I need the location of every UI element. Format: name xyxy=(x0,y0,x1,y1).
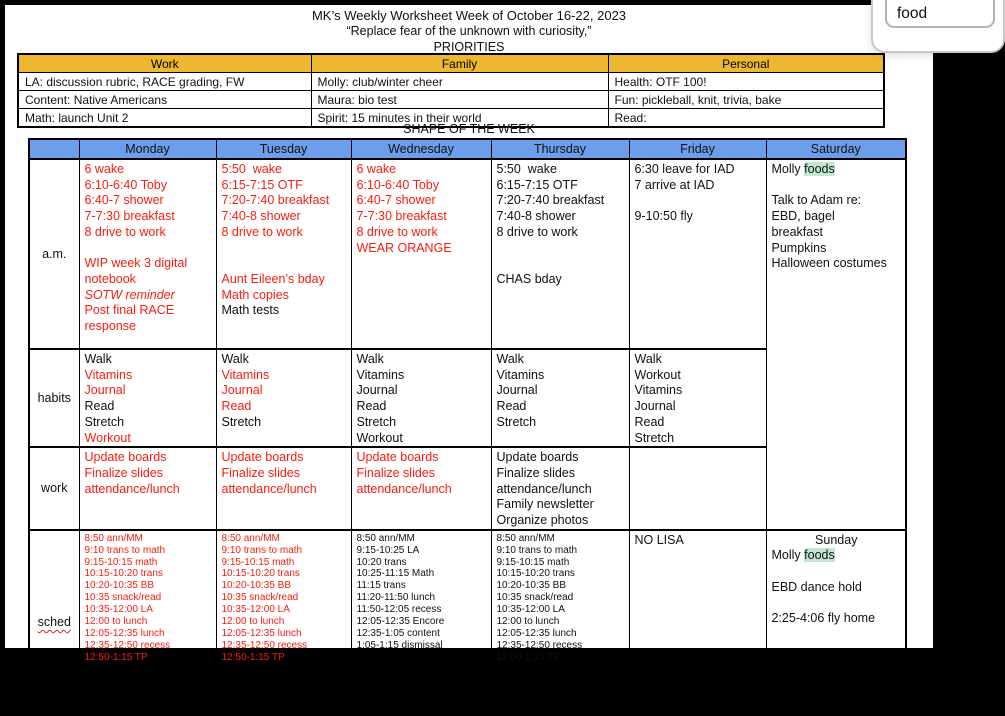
text-line: breakfast xyxy=(771,224,823,239)
text-line: 9:10 trans to math xyxy=(221,544,303,556)
text-line: 12:35-12:50 recess xyxy=(84,639,171,651)
text-line: CHAS bday xyxy=(496,271,562,286)
text-line: Organize photos xyxy=(496,513,589,528)
text-line xyxy=(497,256,625,272)
text-line: 9-10:50 fly xyxy=(634,209,693,224)
text-line: Pumpkins xyxy=(771,240,827,255)
habits-monday-cell xyxy=(79,349,216,447)
corner-cell xyxy=(29,139,79,159)
text-line: 10:35-12:00 LA xyxy=(84,604,153,616)
text-line: WIP week 3 digital notebook xyxy=(84,256,191,286)
row-label-habits: habits xyxy=(29,349,79,447)
text-line: 12:00 to lunch xyxy=(496,616,560,628)
text-line xyxy=(222,241,347,257)
text-line: Stretch xyxy=(84,414,125,429)
work-friday-cell xyxy=(629,447,766,530)
text-line xyxy=(772,596,902,612)
text-line: Molly foods xyxy=(771,162,835,176)
day-header-friday: Friday xyxy=(629,139,766,159)
text-line: 1:05-1:15 dismissal xyxy=(356,639,443,651)
text-line: 10:35 snack/read xyxy=(84,592,162,604)
text-line: Post final RACE response xyxy=(84,303,178,334)
text-line: Read xyxy=(634,414,665,429)
text-line: attendance/lunch xyxy=(221,481,317,496)
text-line: 5:50 wake xyxy=(496,162,557,176)
priority-cell: Spirit: 15 minutes in their world xyxy=(311,109,608,128)
shape-of-week-table xyxy=(28,138,907,716)
text-line: 8:50 ann/MM xyxy=(496,532,555,544)
text-line: EBD, bagel xyxy=(771,209,835,224)
text-line: 12:50-1:15 TP xyxy=(221,651,285,663)
text-line: 6 wake xyxy=(84,162,125,176)
text-line: Talk to Adam re: xyxy=(771,193,862,208)
text-line: 7:20-7:40 breakfast xyxy=(221,193,330,208)
shape-of-week-heading: SHAPE OF THE WEEK xyxy=(403,122,535,136)
text-line: 12:35-1:05 content xyxy=(356,627,440,639)
text-line: 6:10-6:40 Toby xyxy=(356,177,439,192)
text-line: 10:15-10:20 trans xyxy=(221,568,300,580)
priorities-header-personal: Personal xyxy=(608,54,884,73)
text-line: 10:20-10:35 BB xyxy=(221,580,291,592)
text-line: EBD dance hold xyxy=(771,579,862,594)
work-wednesday-cell xyxy=(351,447,491,530)
text-line: Family newsletter xyxy=(496,497,594,512)
priority-cell: LA: discussion rubric, RACE grading, FW xyxy=(18,73,311,91)
day-header-wednesday: Wednesday xyxy=(351,139,491,159)
text-line: Workout xyxy=(84,430,131,445)
text-line: 6 wake xyxy=(356,162,397,176)
text-line: 12:50-1:15 TP xyxy=(496,651,560,663)
priorities-row-1 xyxy=(18,73,884,91)
text-line: Update boards xyxy=(356,450,439,465)
text-line: Math copies xyxy=(221,287,289,302)
text-line: Journal xyxy=(496,383,538,398)
find-search-text: food xyxy=(897,5,928,22)
text-line: Update boards xyxy=(84,450,167,465)
text-line: 7 arrive at IAD xyxy=(634,177,715,192)
work-tuesday-cell xyxy=(216,447,351,530)
sched-saturday-cell xyxy=(766,530,906,715)
text-line: 11:50-12:05 recess xyxy=(356,604,442,616)
habits-friday-cell xyxy=(629,349,766,447)
text-line: 11:15 trans xyxy=(356,580,406,592)
text-line xyxy=(85,241,212,257)
text-line: Walk xyxy=(356,352,384,366)
text-line: NO LISA xyxy=(634,532,684,547)
text-line: 7-7:30 breakfast xyxy=(356,209,447,224)
text-line: 8:50 ann/MM xyxy=(221,532,280,544)
text-line: Workout xyxy=(356,430,403,445)
page-title: MK’s Weekly Worksheet Week of October 16-22, 2023 xyxy=(311,8,627,23)
text-line: 12:05-12:35 lunch xyxy=(221,627,302,639)
text-line: Workout xyxy=(634,367,681,382)
text-line: Finalize slides xyxy=(84,465,164,480)
day-header-thursday: Thursday xyxy=(491,139,629,159)
text-line: 10:20 trans xyxy=(356,556,407,568)
text-line: Vitamins xyxy=(356,367,405,382)
am-thursday-cell xyxy=(491,159,629,349)
text-line: Read xyxy=(356,399,387,414)
am-row xyxy=(29,159,906,349)
text-line: Stretch xyxy=(634,430,675,445)
worksheet-page xyxy=(5,5,933,663)
row-label-am: a.m. xyxy=(29,159,79,349)
text-line: 9:10 trans to math xyxy=(496,544,578,556)
text-line: 10:20-10:35 BB xyxy=(84,580,154,592)
text-line: 8 drive to work xyxy=(356,224,438,239)
text-line: 2:25-4:06 fly home xyxy=(771,611,876,626)
text-line: Read xyxy=(221,399,252,414)
priorities-table xyxy=(17,53,885,128)
am-tuesday-cell xyxy=(216,159,351,349)
text-line: Finalize slides xyxy=(356,465,436,480)
text-line: Walk xyxy=(221,352,249,366)
text-line: Update boards xyxy=(221,450,304,465)
text-line: 6:15-7:15 OTF xyxy=(496,177,578,192)
priorities-header-row xyxy=(18,54,884,73)
text-line: Vitamins xyxy=(221,367,270,382)
text-line: 10:20-10:35 BB xyxy=(496,580,566,592)
text-line: 12:35-12:50 recess xyxy=(496,639,583,651)
text-line: 6:40-7 shower xyxy=(84,193,164,208)
text-line: 9:10 trans to math xyxy=(84,544,166,556)
text-line: 6:30 leave for IAD xyxy=(634,162,735,176)
text-line: 11:20-11:50 lunch xyxy=(356,592,436,604)
habits-thursday-cell xyxy=(491,349,629,447)
text-line: 10:35-12:00 LA xyxy=(221,604,290,616)
priority-cell: Maura: bio test xyxy=(311,91,608,109)
text-line xyxy=(497,241,625,257)
row-label-sched xyxy=(29,530,79,715)
text-line xyxy=(772,178,902,194)
text-line xyxy=(772,564,902,580)
text-line: 8:50 ann/MM xyxy=(356,532,415,544)
text-line: attendance/lunch xyxy=(356,481,452,496)
priority-cell: Health: OTF 100! xyxy=(608,73,884,91)
text-line: 12:50-1:15 TP xyxy=(84,651,148,663)
priorities-row-2 xyxy=(18,91,884,109)
priorities-header-family: Family xyxy=(311,54,608,73)
saturday-notes-cell xyxy=(766,159,906,530)
priority-cell: Molly: club/winter cheer xyxy=(311,73,608,91)
text-line: Finalize slides xyxy=(496,465,576,480)
text-line: Math tests xyxy=(221,303,280,318)
text-line: 6:40-7 shower xyxy=(356,193,436,208)
text-line: Vitamins xyxy=(634,383,683,398)
text-line: 12:00 to lunch xyxy=(84,616,148,628)
am-friday-cell xyxy=(629,159,766,349)
text-line: 7:40-8 shower xyxy=(221,209,301,224)
text-line: Journal xyxy=(84,383,126,398)
text-line: 9:15-10:25 LA xyxy=(356,544,420,556)
row-label-work: work xyxy=(29,447,79,530)
text-line: 10:35 snack/read xyxy=(496,592,574,604)
find-popup xyxy=(871,0,1005,53)
am-monday-cell xyxy=(79,159,216,349)
am-wednesday-cell xyxy=(351,159,491,349)
text-line xyxy=(222,256,347,272)
sched-wednesday-cell xyxy=(351,530,491,715)
text-line: Update boards xyxy=(496,450,579,465)
text-line: 5:50 wake xyxy=(221,162,282,176)
text-line: Halloween costumes xyxy=(771,256,887,271)
text-line: 12:05-12:35 lunch xyxy=(84,627,165,639)
text-line: SOTW reminder xyxy=(84,287,175,302)
find-search-field[interactable] xyxy=(885,0,995,28)
text-line xyxy=(635,193,762,209)
text-line: Stretch xyxy=(496,414,537,429)
day-header-tuesday: Tuesday xyxy=(216,139,351,159)
sched-friday-cell xyxy=(629,530,766,715)
highlighted-text: foods xyxy=(804,548,835,563)
sched-row xyxy=(29,530,906,715)
day-header-monday: Monday xyxy=(79,139,216,159)
text-line: 7:40-8 shower xyxy=(496,209,576,224)
text-line: 7:20-7:40 breakfast xyxy=(496,193,605,208)
text-line: attendance/lunch xyxy=(84,481,180,496)
text-line: 8 drive to work xyxy=(84,224,166,239)
sched-label-text: sched xyxy=(37,615,71,630)
priority-cell: Read: xyxy=(608,109,884,128)
work-thursday-cell xyxy=(491,447,629,530)
text-line: 9:15-10:15 math xyxy=(496,556,570,568)
text-line: 12:05-12:35 Encore xyxy=(356,616,445,628)
text-line: 8:50 ann/MM xyxy=(84,532,143,544)
priorities-header-work: Work xyxy=(18,54,311,73)
text-line: Walk xyxy=(634,352,662,366)
text-line: 12:35-12:50 recess xyxy=(221,639,308,651)
text-line: Walk xyxy=(84,352,112,366)
text-line: 8 drive to work xyxy=(496,224,578,239)
text-line: 10:35-12:00 LA xyxy=(496,604,565,616)
priority-cell: Content: Native Americans xyxy=(18,91,311,109)
sched-tuesday-cell xyxy=(216,530,351,715)
day-header-saturday: Saturday xyxy=(766,139,906,159)
text-line: Molly foods xyxy=(771,548,835,563)
text-line: Finalize slides xyxy=(221,465,301,480)
text-line: 10:15-10:20 trans xyxy=(496,568,575,580)
habits-wednesday-cell xyxy=(351,349,491,447)
page-quote: “Replace fear of the unknown with curiosity,” xyxy=(346,24,592,38)
text-line: Journal xyxy=(221,383,263,398)
priorities-heading: PRIORITIES xyxy=(433,40,505,54)
text-line: 10:35 snack/read xyxy=(221,592,299,604)
sched-thursday-cell xyxy=(491,530,629,715)
text-line: 12:00 to lunch xyxy=(221,616,285,628)
text-line: WEAR ORANGE xyxy=(356,240,452,255)
text-line: 7-7:30 breakfast xyxy=(84,209,175,224)
text-line: Aunt Eileen’s bday xyxy=(221,271,325,286)
text-line: Journal xyxy=(356,383,398,398)
text-line: Stretch xyxy=(356,414,397,429)
text-line: 9:15-10:15 math xyxy=(84,556,158,568)
text-line: 10:25-11:15 Math xyxy=(356,568,435,580)
highlighted-text: foods xyxy=(804,162,835,176)
text-line: Read xyxy=(84,399,115,414)
text-line: 6:15-7:15 OTF xyxy=(221,177,303,192)
text-line: Stretch xyxy=(221,414,262,429)
habits-tuesday-cell xyxy=(216,349,351,447)
text-line: attendance/lunch xyxy=(496,481,592,496)
text-line: 12:05-12:35 lunch xyxy=(496,627,577,639)
text-line: 9:15-10:15 math xyxy=(221,556,295,568)
text-line: Vitamins xyxy=(496,367,545,382)
priority-cell: Fun: pickleball, knit, trivia, bake xyxy=(608,91,884,109)
text-line: 6:10-6:40 Toby xyxy=(84,177,167,192)
text-line: 8 drive to work xyxy=(221,224,303,239)
priority-cell: Math: launch Unit 2 xyxy=(18,109,311,128)
text-line: Read xyxy=(496,399,527,414)
text-line: Sunday xyxy=(815,532,858,547)
day-header-row xyxy=(29,139,906,159)
work-monday-cell xyxy=(79,447,216,530)
text-line: Walk xyxy=(496,352,524,366)
text-line: Journal xyxy=(634,399,676,414)
sched-monday-cell xyxy=(79,530,216,715)
text-line: 10:15-10:20 trans xyxy=(84,568,163,580)
text-line: Vitamins xyxy=(84,367,133,382)
